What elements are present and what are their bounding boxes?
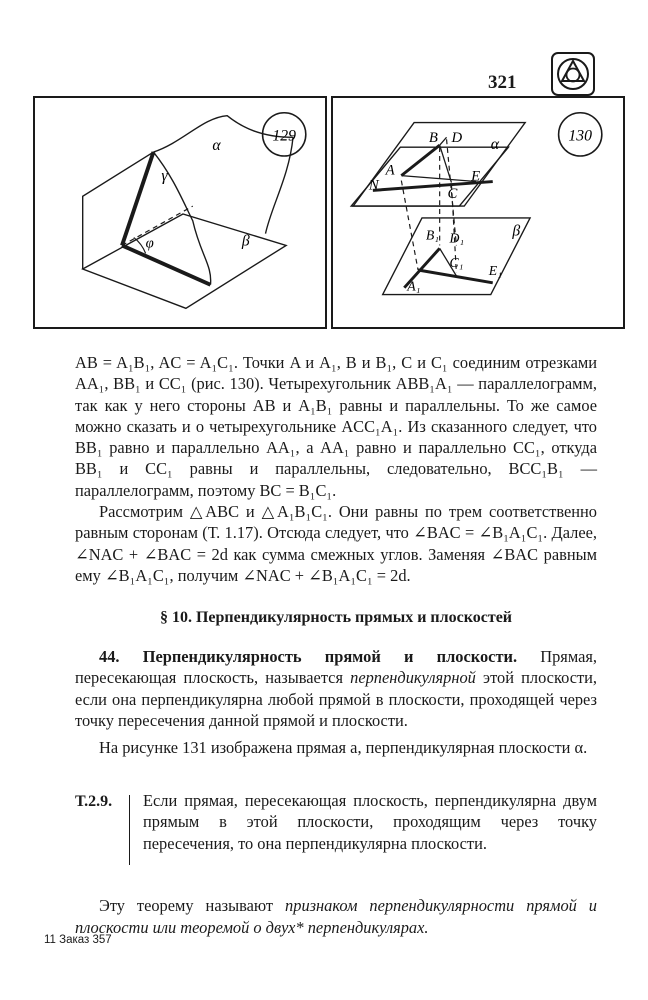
closing-italic: признаком перпендикулярности прямой и плоскости или теоремой о двух* перпендикулярах. [75, 896, 597, 937]
label-E: E [471, 168, 481, 185]
closing-text: Эту теорему называют [99, 896, 286, 916]
label-E1: E₁ [488, 262, 502, 278]
theorem-label: Т.2.9. [75, 793, 113, 810]
paragraph-2 [75, 501, 597, 586]
label-alpha: α [212, 137, 221, 155]
triangle-in-circle-icon [551, 52, 595, 96]
label-A: A [385, 162, 395, 179]
paragraph-131-text: На рисунке 131 изображена прямая a, перпендикулярная плоскости α. [99, 738, 588, 757]
paragraph-2-text: Рассмотрим △ABC и △A₁B₁C₁. Они равны по трем соответственно равным сторонам (Т. 1.17). Отсюда следует, что ∠BAC = ∠B₁A₁C₁. Далее, ∠NAC + ∠BAC = 2d как сумма смежных углов. Заменяя ∠BAC равным ему ∠B₁A₁C₁, получим ∠NAC + ∠B₁A₁C₁ = 2d. [75, 502, 597, 585]
label-C: C [447, 186, 458, 203]
label-beta: β [241, 232, 250, 250]
theorem-text: Если прямая, пересекающая плоскость, перпендикулярна двум прямым в этой плоскости, проходящим через точку пересечения, то она перпендикулярна плоскости. [143, 791, 597, 853]
paragraph-1 [75, 352, 597, 501]
figure-130 [331, 96, 625, 329]
label-alpha: α [490, 136, 500, 154]
figure-129-drawing [35, 98, 325, 327]
footer-signature: 11 Заказ 357 [44, 934, 112, 946]
figure-129-number: 129 [272, 127, 296, 145]
label-B: B [428, 130, 438, 147]
label-phi: φ [145, 235, 154, 252]
paragraph-131 [75, 737, 597, 758]
label-gamma: γ [161, 167, 168, 185]
item-44-text-before: Прямая, пересекающая плоскость, называется [75, 647, 597, 688]
figure-130-number: 130 [568, 127, 593, 145]
label-beta: β [512, 222, 521, 240]
item-44-text-after: этой плоскости, если она перпендикулярна любой прямой в плоскости, проходящей через точку пересечения данной прямой и плоскости. [75, 668, 597, 730]
item-44-title: 44. Перпендикулярность прямой и плоскости. [99, 647, 518, 666]
item-44-paragraph [75, 646, 597, 731]
closing-paragraph [75, 879, 597, 954]
section-heading: § 10. Перпендикулярность прямых и плоскостей [159, 609, 513, 626]
figure-130-drawing [333, 98, 623, 327]
label-B1: B₁ [425, 227, 440, 243]
label-D: D [451, 130, 463, 147]
label-N: N [368, 177, 379, 194]
theorem-bar [129, 795, 130, 865]
item-44-term: перпендикулярной [350, 668, 476, 688]
page-number: 321 [488, 72, 517, 93]
label-C1: C₁ [449, 255, 464, 271]
paragraph-1-text: AB = A₁B₁, AC = A₁C₁. Точки A и A₁, B и B₁, C и C₁ соединим отрезками AA₁, BB₁ и CC₁ (рис. 130). Четырехугольник ABB₁A₁ — параллелограмм, так как у него стороны AB и A₁B₁ равны и параллельны. То же самое можно сказать и о четырехугольнике ACC₁A₁. Из сказанного следует, что BB₁ равно и параллельно AA₁, а AA₁ равно и параллельно CC₁, откуда BB₁ и CC₁ равны и параллельны, следовательно, BCC₁B₁ — параллелограмм, поэтому BC = B₁C₁. [75, 353, 597, 500]
label-A1: A₁ [407, 278, 421, 294]
item-44 [75, 646, 597, 731]
figure-129 [33, 96, 327, 329]
label-D1: D₁ [449, 230, 465, 246]
